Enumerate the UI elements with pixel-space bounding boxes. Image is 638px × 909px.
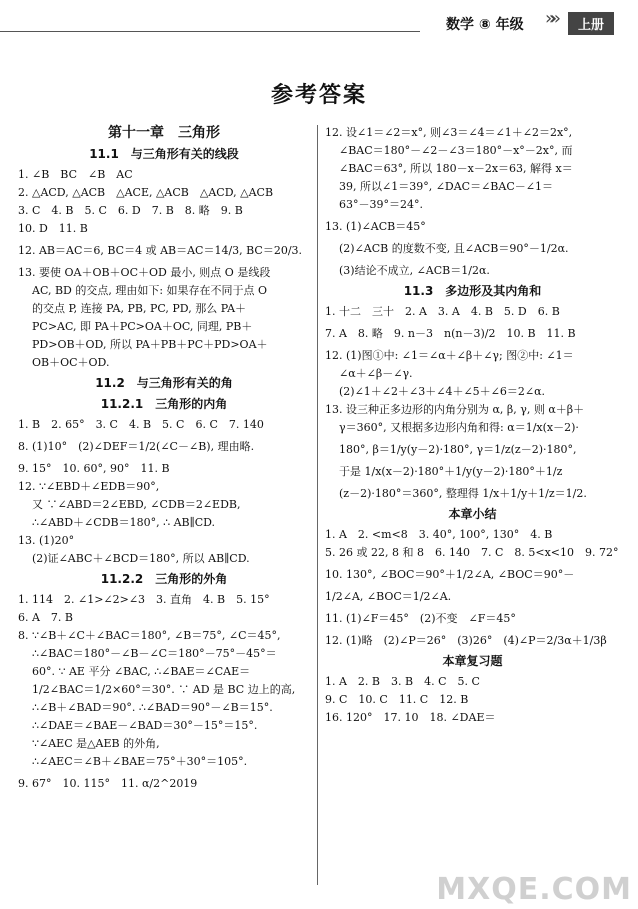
answer-line: ∴∠ABD＋∠CDB＝180°, ∴ AB∥CD. xyxy=(32,516,216,529)
answer-line: 1/2∠A, ∠BOC＝1/2∠A. xyxy=(325,590,452,603)
answer-line: 8. (1)10° (2)∠DEF＝1/2(∠C－∠B), 理由略. xyxy=(18,440,255,453)
answer-line: 180°, β＝1/y(y－2)·180°, γ＝1/z(z－2)·180°, xyxy=(339,443,577,456)
answer-line: 又 ∵∠ABD＝2∠EBD, ∠CDB＝2∠EDB, xyxy=(32,498,241,511)
answer-line: ∴∠BAC＝180°－∠B－∠C＝180°－75°－45°＝ xyxy=(32,647,277,660)
header-subject: 数学 ⑧ 年级 xyxy=(446,17,524,33)
answer-line: ∴∠AEC＝∠B＋∠BAE＝75°＋30°＝105°. xyxy=(32,755,248,768)
section-heading: 11.1 与三角形有关的线段 xyxy=(89,147,239,161)
answer-line: ∠BAC＝63°, 所以 180－x－2x＝63, 解得 x＝ xyxy=(339,162,573,175)
answer-line: 7. A 8. 略 9. n－3 n(n－3)/2 10. B 11. B xyxy=(325,327,576,340)
answer-line: OB＋OC＋OD. xyxy=(32,356,110,369)
answer-line: PD>OB＋OD, 所以 PA＋PB＋PC＋PD>OA＋ xyxy=(32,338,268,351)
answer-column-right xyxy=(325,122,620,728)
answer-line: 的交点 P, 连接 PA, PB, PC, PD, 那么 PA＋ xyxy=(32,302,247,315)
answer-line: 13. 设三种正多边形的内角分别为 α, β, γ, 则 α＋β＋ xyxy=(325,403,585,416)
answer-line: 5. 26 或 22, 8 和 8 6. 140 7. C 8. 5<x<10 9. 72° xyxy=(325,546,619,559)
answer-line: 1. A 2. B 3. B 4. C 5. C xyxy=(325,675,480,688)
answer-line: 1. A 2. <m<8 3. 40°, 100°, 130° 4. B xyxy=(325,528,553,541)
answer-line: 13. 要使 OA＋OB＋OC＋OD 最小, 则点 O 是线段 xyxy=(18,266,271,279)
answer-line: 12. ∵∠EBD＋∠EDB＝90°, xyxy=(18,480,160,493)
answer-line: AC, BD 的交点, 理由如下: 如果存在不同于点 O xyxy=(32,284,268,297)
watermark: MXQE.COM xyxy=(436,872,632,907)
answer-line: 3. C 4. B 5. C 6. D 7. B 8. 略 9. B xyxy=(18,204,243,217)
answer-line: 13. (1)∠ACB＝45° xyxy=(325,220,426,233)
answer-line: 2. △ACD, △ACB △ACE, △ACB △ACD, △ACB xyxy=(18,186,274,199)
answer-line: 1. 十二 三十 2. A 3. A 4. B 5. D 6. B xyxy=(325,305,560,318)
answer-line: 1. 114 2. ∠1>∠2>∠3 3. 直角 4. B 5. 15° xyxy=(18,593,270,606)
answer-line: 63°－39°＝24°. xyxy=(339,198,423,211)
answer-line: 12. (1)略 (2)∠P＝26° (3)26° (4)∠P＝2/3α＋1/3β xyxy=(325,634,607,647)
answer-line: 13. (1)20° xyxy=(18,534,75,547)
answer-line: 8. ∵∠B＋∠C＋∠BAC＝180°, ∠B＝75°, ∠C＝45°, xyxy=(18,629,281,642)
section-heading: 本章复习题 xyxy=(442,654,503,668)
answer-line: 9. 15° 10. 60°, 90° 11. B xyxy=(18,462,170,475)
answer-line: ∠α＋∠β－∠γ. xyxy=(339,367,413,380)
header-volume: 上册 xyxy=(568,12,614,35)
header-rule xyxy=(0,31,420,32)
answer-line: 6. A 7. B xyxy=(18,611,74,624)
answer-line: 于是 1/x(x－2)·180°＋1/y(y－2)·180°＋1/z xyxy=(339,465,563,478)
answer-line: ∵∠AEC 是△AEB 的外角, xyxy=(32,737,160,750)
answer-line: 16. 120° 17. 10 18. ∠DAE＝ xyxy=(325,711,496,724)
answer-line: ∴∠DAE＝∠BAE－∠BAD＝30°－15°＝15°. xyxy=(32,719,258,732)
section-heading: 11.2.2 三角形的外角 xyxy=(100,572,228,586)
answer-line: ∴∠B＋∠BAD＝90°. ∴∠BAD＝90°－∠B＝15°. xyxy=(32,701,273,714)
answer-line: 11. (1)∠F＝45° (2)不变 ∠F＝45° xyxy=(325,612,516,625)
answer-line: 1. B 2. 65° 3. C 4. B 5. C 6. C 7. 140 xyxy=(18,418,264,431)
answer-line: 9. C 10. C 11. C 12. B xyxy=(325,693,469,706)
page-title: 参考答案 xyxy=(270,83,367,108)
answer-line: γ＝360°, 又根据多边形内角和得: α＝1/x(x－2)· xyxy=(339,421,579,434)
page-header xyxy=(0,0,638,40)
answer-line: 12. AB＝AC＝6, BC＝4 或 AB＝AC＝14/3, BC＝20/3. xyxy=(18,244,303,257)
answer-line: 12. 设∠1＝∠2＝x°, 则∠3＝∠4＝∠1＋∠2＝2x°, xyxy=(325,126,573,139)
section-heading: 11.2 与三角形有关的角 xyxy=(95,376,233,390)
answer-line: 1. ∠B BC ∠B AC xyxy=(18,168,133,181)
answer-line: (3)结论不成立, ∠ACB＝1/2α. xyxy=(339,264,490,277)
answer-line: 10. 130°, ∠BOC＝90°＋1/2∠A, ∠BOC＝90°－ xyxy=(325,568,575,581)
answer-line: 10. D 11. B xyxy=(18,222,88,235)
chapter-heading: 第十一章 三角形 xyxy=(108,125,220,141)
answer-line: (2)证∠ABC＋∠BCD＝180°, 所以 AB∥CD. xyxy=(32,552,250,565)
answer-line: 12. (1)图①中: ∠1＝∠α＋∠β＋∠γ; 图②中: ∠1＝ xyxy=(325,349,574,362)
column-divider xyxy=(317,125,318,885)
answer-line: (2)∠1＋∠2＋∠3＋∠4＋∠5＋∠6＝2∠α. xyxy=(339,385,546,398)
answer-line: PC>AC, 即 PA＋PC>OA＋OC, 同理, PB＋ xyxy=(32,320,253,333)
answer-column-left xyxy=(18,122,310,794)
section-heading: 11.2.1 三角形的内角 xyxy=(100,397,228,411)
answer-line: 1/2∠BAC＝1/2×60°＝30°. ∵ AD 是 BC 边上的高, xyxy=(32,683,296,696)
double-chevron-icon: »» xyxy=(545,8,556,29)
answer-line: (z－2)·180°＝360°, 整理得 1/x＋1/y＋1/z＝1/2. xyxy=(339,487,587,500)
answer-line: 60°. ∵ AE 平分 ∠BAC, ∴∠BAE＝∠CAE＝ xyxy=(32,665,251,678)
section-heading: 本章小结 xyxy=(448,507,497,521)
answer-line: (2)∠ACB 的度数不变, 且∠ACB＝90°－1/2α. xyxy=(339,242,569,255)
answer-line: ∠BAC＝180°－∠2－∠3＝180°－x°－2x°, 而 xyxy=(339,144,573,157)
section-heading: 11.3 多边形及其内角和 xyxy=(403,284,542,298)
answer-line: 9. 67° 10. 115° 11. α/2^2019 xyxy=(18,777,198,790)
answer-line: 39, 所以∠1＝39°, ∠DAC＝∠BAC－∠1＝ xyxy=(339,180,553,193)
